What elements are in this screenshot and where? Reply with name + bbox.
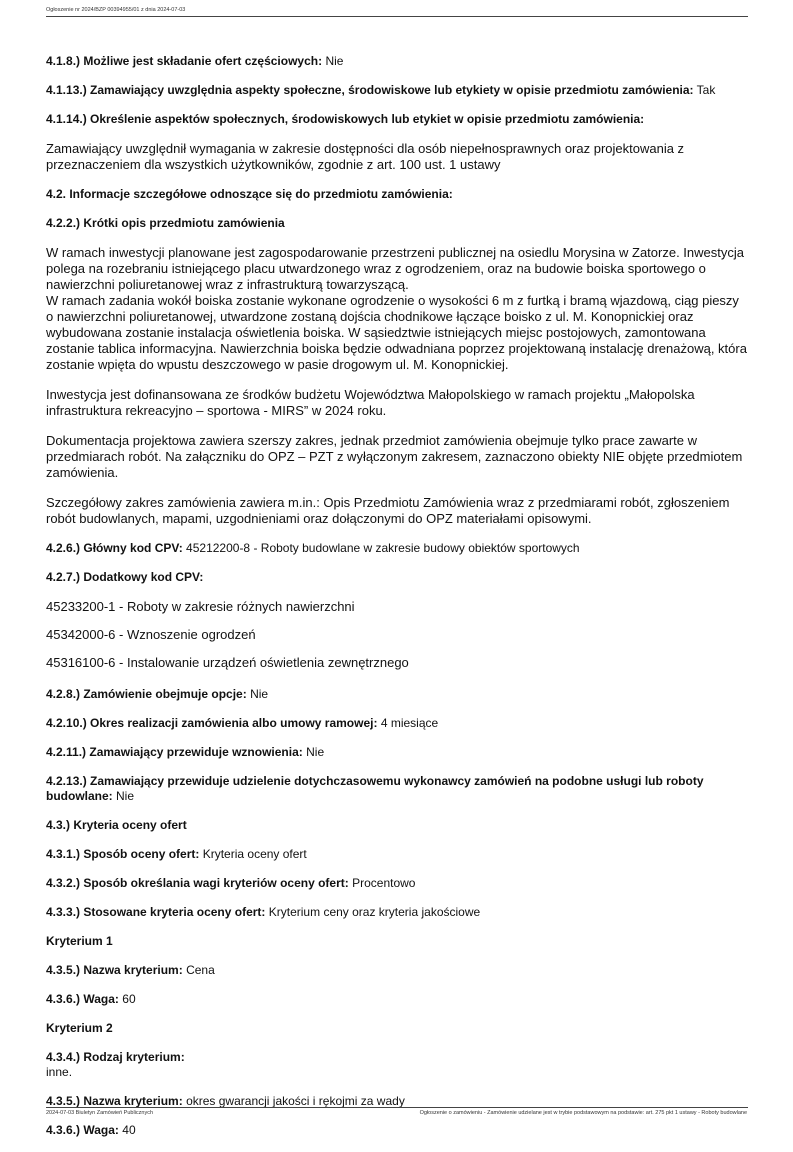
field-value: 4 miesiące [380, 716, 439, 730]
notice-content [46, 54, 748, 1152]
field-social-aspects [46, 83, 748, 98]
section-heading-text: 4.2. Informacje szczegółowe odnoszące się do przedmiotu zamówienia: [46, 187, 453, 201]
field-value: Nie [306, 745, 325, 759]
field-label: 4.2.7.) Dodatkowy kod CPV: [46, 570, 204, 584]
section-heading-criteria [46, 818, 748, 833]
footer-right: Ogłoszenie o zamówieniu - Zamówienie udzielane jest w trybie podstawowym na podstawie: art. 275 pkt 1 ustawy - Roboty budowlane [419, 1110, 747, 1116]
field-label: 4.2.11.) Zamawiający przewiduje wznowienia: [46, 745, 303, 759]
field-renewals [46, 745, 748, 760]
field-label: 4.3.6.) Waga: [46, 992, 119, 1006]
criterion-2-type [46, 1050, 748, 1080]
criterion-1-weight [46, 992, 748, 1007]
field-label: 4.1.14.) Określenie aspektów społecznych, środowiskowych lub etykiet w opisie przedmiotu zamówienia: [46, 112, 645, 126]
description-paragraph-3: Dokumentacja projektowa zawiera szerszy zakres, jednak przedmiot zamówienia obejmuje tylko prace zawarte w przedmiarach robót. Na załączniku do OPZ – PZT z wyłączonym zakresem, zaznaczono obiekty NIE objęte przedmiotem zamówienia. [46, 433, 743, 480]
section-heading-details [46, 187, 748, 202]
field-value: inne. [46, 1065, 73, 1079]
field-value: Tak [696, 83, 716, 97]
field-label: 4.3.5.) Nazwa kryterium: [46, 1094, 183, 1108]
criterion-2-title [46, 1021, 748, 1036]
field-aspects-definition-label [46, 112, 748, 127]
header-divider [46, 16, 748, 17]
criterion-1-title [46, 934, 748, 949]
field-label: 4.1.13.) Zamawiający uwzględnia aspekty społeczne, środowiskowe lub etykiety w opisie przedmiotu zamówienia: [46, 83, 694, 97]
field-value: Kryterium ceny oraz kryteria jakościowe [268, 905, 481, 919]
field-label: 4.3.3.) Stosowane kryteria oceny ofert: [46, 905, 266, 919]
criterion-1-name [46, 963, 748, 978]
field-label: 4.1.8.) Możliwe jest składanie ofert częściowych: [46, 54, 323, 68]
criterion-2-weight [46, 1123, 748, 1138]
description-paragraph-1: W ramach inwestycji planowane jest zagospodarowanie przestrzeni publicznej na osiedlu Morysina w Zatorze. Inwestycja polega na rozebraniu istniejącego placu utwardzonego wraz z ogrodzeniem, oraz na budowie boiska sportowego o nawierzchni poliuretanowej wraz z infrastrukturą towarzyszącą. W ramach zadania wokół boiska zostanie wykonane ogrodzenie o wysokości 6 m z furtką i bramą wjazdową, ciąg pieszy o nawierzchni poliuretanowej, utwardzone zostaną dojścia chodnikowe łączące boisko z ul. M. Konopnickiej oraz wybudowana zostanie instalacja oświetlenia boiska. W sąsiedztwie istniejących miejsc postojowych, zamontowana zostanie tablica informacyjna. Nawierzchnia boiska będzie odwadniana poprzez projektowaną instalację drenażową, która zostanie wpięta do wpustu deszczowego w pasie drogowym ul. M. Konopnickiej. [46, 245, 747, 372]
field-value: 45212200-8 - Roboty budowlane w zakresie budowy obiektów sportowych [186, 541, 580, 555]
page-header: Ogłoszenie nr 2024/BZP 00394955/01 z dnia 2024-07-03 [46, 7, 186, 13]
footer-divider [46, 1107, 748, 1108]
field-short-description-label [46, 216, 748, 231]
field-value: Cena [186, 963, 215, 977]
cpv-code-item: 45233200-1 - Roboty w zakresie różnych nawierzchni [46, 599, 355, 614]
section-heading-text: 4.3.) Kryteria oceny ofert [46, 818, 187, 832]
field-label: 4.2.2.) Krótki opis przedmiotu zamówienia [46, 216, 285, 230]
field-additional-cpv-label [46, 570, 748, 585]
description-paragraph-2: Inwestycja jest dofinansowana ze środków budżetu Województwa Małopolskiego w ramach projektu „Małopolska infrastruktura rekreacyjno – sportowa - MIRS” w 2024 roku. [46, 387, 695, 418]
field-options [46, 687, 748, 702]
cpv-code-item: 45342000-6 - Wznoszenie ogrodzeń [46, 627, 256, 642]
field-evaluation-method [46, 847, 748, 862]
field-label: 4.2.6.) Główny kod CPV: [46, 541, 183, 555]
field-label: 4.3.1.) Sposób oceny ofert: [46, 847, 200, 861]
field-label: 4.2.13.) Zamawiający przewiduje udzielenie dotychczasowemu wykonawcy zamówień na podobne usługi lub roboty budowlane: [46, 774, 704, 803]
criterion-title-text: Kryterium 2 [46, 1021, 113, 1035]
field-value: Procentowo [352, 876, 416, 890]
field-value: Nie [250, 687, 269, 701]
field-applied-criteria [46, 905, 748, 920]
field-main-cpv [46, 541, 748, 556]
cpv-code-item: 45316100-6 - Instalowanie urządzeń oświetlenia zewnętrznego [46, 655, 409, 670]
field-value: Nie [116, 789, 135, 803]
field-value: 60 [122, 992, 136, 1006]
field-label: 4.3.5.) Nazwa kryterium: [46, 963, 183, 977]
field-partial-offers [46, 54, 748, 69]
field-label: 4.3.4.) Rodzaj kryterium: [46, 1050, 185, 1064]
field-realization-period [46, 716, 748, 731]
aspects-definition-text: Zamawiający uwzględnił wymagania w zakresie dostępności dla osób niepełnosprawnych oraz projektowania z przeznaczeniem dla wszystkich użytkowników, zgodnie z art. 100 ust. 1 ustawy [46, 141, 685, 172]
field-similar-orders [46, 774, 748, 804]
field-label: 4.2.8.) Zamówienie obejmuje opcje: [46, 687, 247, 701]
field-weight-method [46, 876, 748, 891]
field-value: okres gwarancji jakości i rękojmi za wady [186, 1094, 405, 1108]
field-label: 4.3.6.) Waga: [46, 1123, 119, 1137]
field-value: Kryteria oceny ofert [202, 847, 307, 861]
field-value: 40 [122, 1123, 136, 1137]
description-paragraph-4: Szczegółowy zakres zamówienia zawiera m.in.: Opis Przedmiotu Zamówienia wraz z przedmiarami robót, zgłoszeniem robót budowlanych, mapami, uzgodnieniami oraz dołączonymi do OPZ materiałami opisowymi. [46, 495, 730, 526]
field-value: Nie [325, 54, 344, 68]
field-label: 4.3.2.) Sposób określania wagi kryteriów oceny ofert: [46, 876, 349, 890]
criterion-title-text: Kryterium 1 [46, 934, 113, 948]
footer-left: 2024-07-03 Biuletyn Zamówień Publicznych [46, 1110, 154, 1116]
field-label: 4.2.10.) Okres realizacji zamówienia albo umowy ramowej: [46, 716, 378, 730]
